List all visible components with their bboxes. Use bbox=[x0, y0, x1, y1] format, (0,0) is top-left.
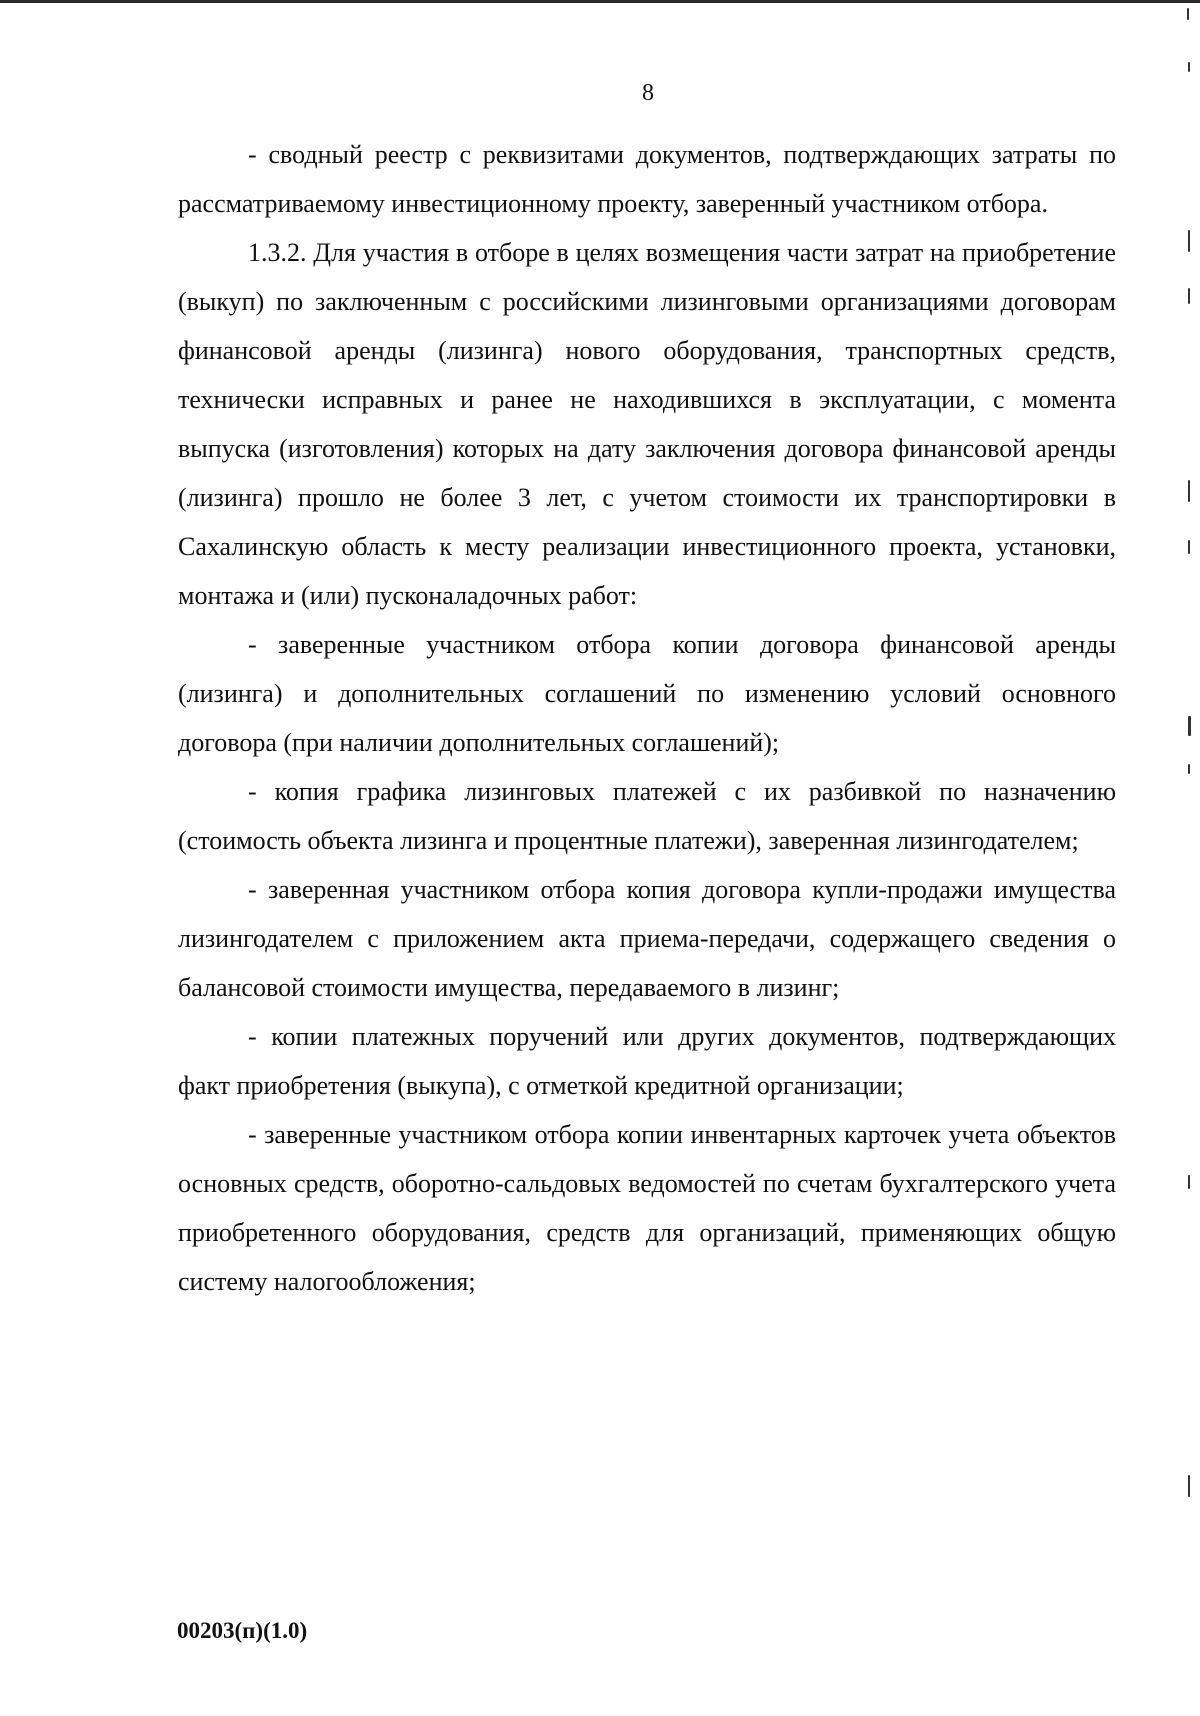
paragraph-payment-orders: - копии платежных поручений или других документов, подтверждающих факт приобретения (выкупа), с отметкой кредитной организации; bbox=[178, 1022, 1116, 1100]
scan-mark bbox=[1188, 540, 1190, 554]
scan-mark bbox=[1188, 62, 1190, 72]
document-body bbox=[178, 130, 1116, 1306]
scan-mark bbox=[1188, 764, 1190, 774]
scan-mark bbox=[1188, 716, 1191, 736]
scan-mark bbox=[1188, 288, 1190, 304]
paragraph-leasing-contract-copies: - заверенные участником отбора копии договора финансовой аренды (лизинга) и дополнительных соглашений по изменению условий основного договора (при наличии дополнительных соглашений); bbox=[178, 630, 1116, 757]
paragraph-sale-contract: - заверенная участником отбора копия договора купли-продажи имущества лизингодателем с приложением акта приема-передачи, содержащего сведения о балансовой стоимости имущества, передаваемого в лизинг; bbox=[178, 875, 1116, 1002]
page-number: 8 bbox=[642, 80, 654, 106]
scan-mark bbox=[1188, 1475, 1190, 1497]
paragraph-inventory-cards: - заверенные участником отбора копии инвентарных карточек учета объектов основных средств, оборотно-сальдовых ведомостей по счетам бухгалтерского учета приобретенного оборудования, средств для организаций, применяющих общую систему налогообложения; bbox=[178, 1120, 1116, 1296]
scan-mark bbox=[1188, 1175, 1190, 1189]
scan-top-border bbox=[0, 0, 1200, 3]
scan-mark bbox=[1188, 230, 1190, 252]
paragraph-summary-registry: - сводный реестр с реквизитами документов, подтверждающих затраты по рассматриваемому инвестиционному проекту, заверенный участником отбора. bbox=[178, 140, 1116, 218]
document-footer-code: 00203(п)(1.0) bbox=[177, 1618, 308, 1643]
paragraph-payment-schedule: - копия графика лизинговых платежей с их разбивкой по назначению (стоимость объекта лизинга и процентные платежи), заверенная лизингодателем; bbox=[178, 777, 1116, 855]
scan-mark bbox=[1187, 8, 1189, 20]
scan-mark bbox=[1188, 480, 1190, 502]
paragraph-section-1-3-2: 1.3.2. Для участия в отборе в целях возмещения части затрат на приобретение (выкуп) по заключенным с российскими лизинговыми организациями договорам финансовой аренды (лизинга) нового оборудования, транспортных средств, технически исправных и ранее не находившихся в эксплуатации, с момента выпуска (изготовления) которых на дату заключения договора финансовой аренды (лизинга) прошло не более 3 лет, с учетом стоимости их транспортировки в Сахалинскую область к месту реализации инвестиционного проекта, установки, монтажа и (или) пусконаладочных работ: bbox=[178, 238, 1116, 610]
